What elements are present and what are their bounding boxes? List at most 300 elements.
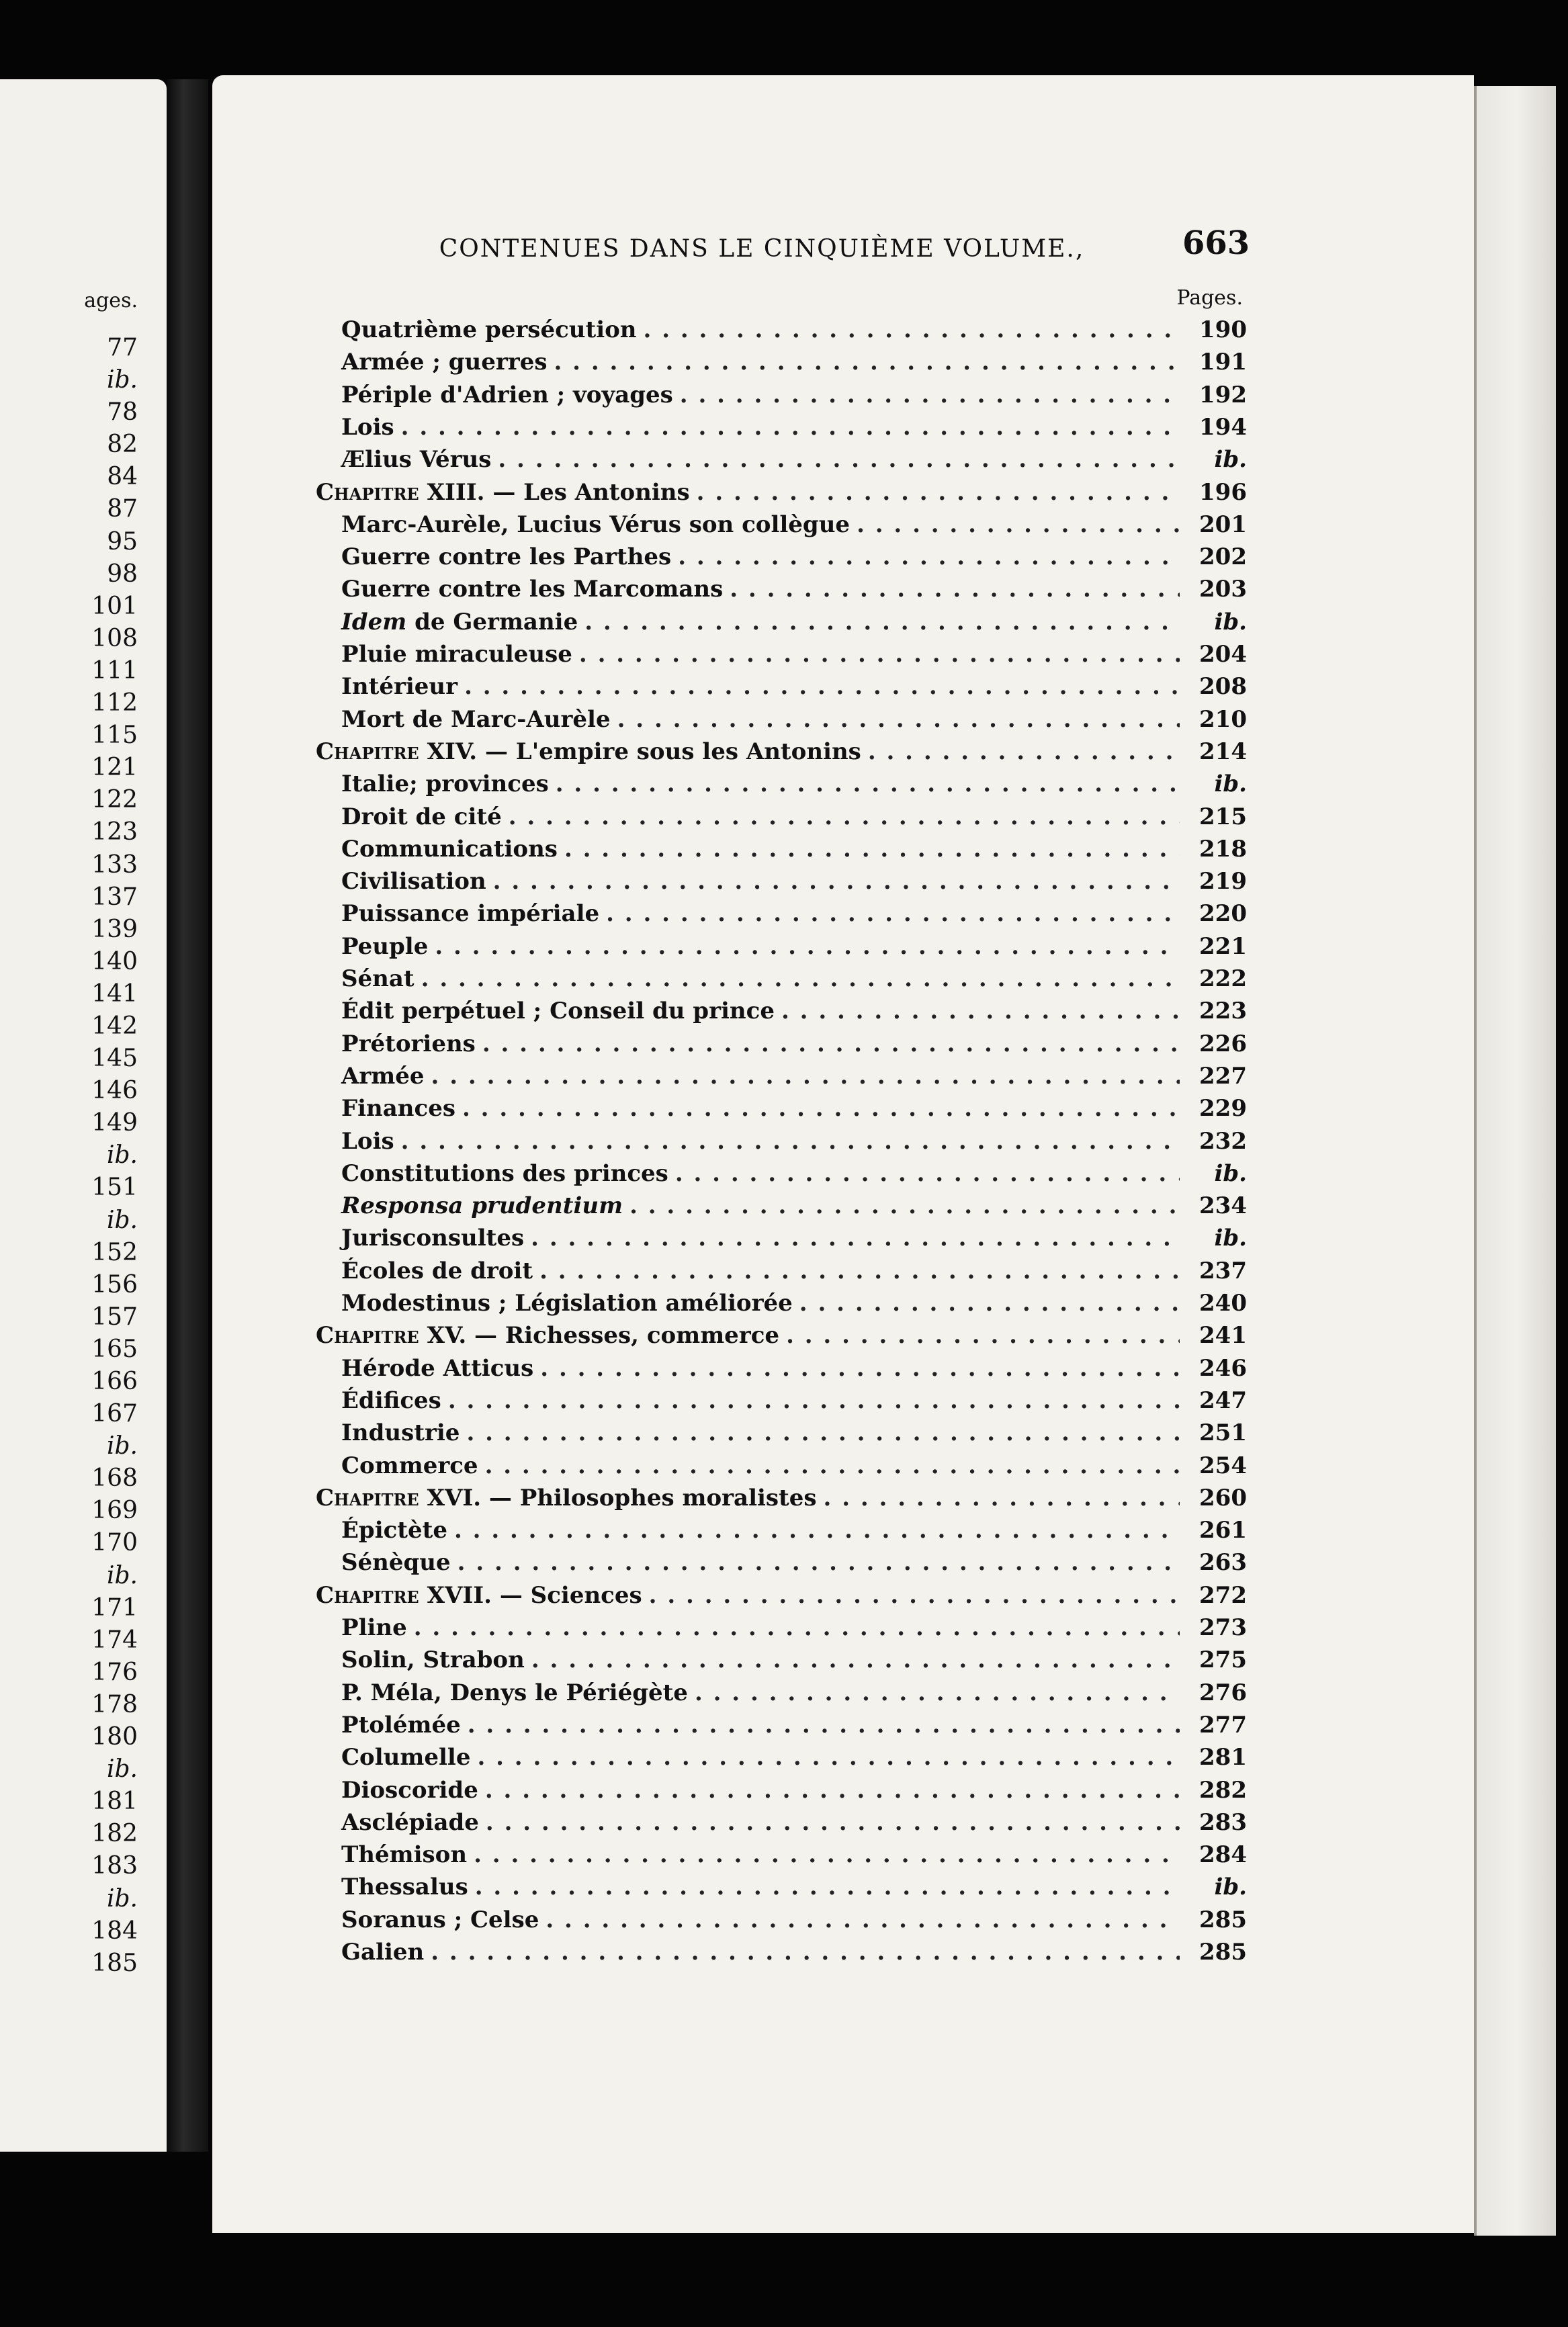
toc-page-number: 219 (1199, 868, 1247, 895)
dot-leader (435, 930, 1180, 963)
toc-chapter-row (316, 1579, 1247, 1612)
dot-leader (485, 1450, 1180, 1482)
dot-leader (579, 638, 1180, 670)
left-page-number: 95 (107, 527, 138, 556)
left-page-number: 108 (91, 624, 138, 652)
left-page-number: 146 (91, 1077, 138, 1105)
running-head: CONTENUES DANS LE CINQUIÈME VOLUME., (439, 235, 1085, 263)
toc-entry-label (341, 606, 578, 638)
dot-leader (477, 1741, 1180, 1773)
entry-text: Columelle (341, 1744, 471, 1771)
left-page-number: 141 (91, 979, 138, 1008)
toc-entry-label (341, 573, 723, 605)
entry-text: Thessalus (341, 1874, 468, 1901)
toc-page-number: 223 (1199, 998, 1247, 1025)
italic-term: Responsa prudentium (341, 1192, 623, 1220)
dot-leader (799, 1287, 1180, 1319)
left-page-number: 156 (91, 1270, 138, 1299)
entry-text: Ptolémée (341, 1711, 461, 1739)
toc-entry-label (341, 930, 428, 963)
toc-row (341, 314, 1247, 346)
dot-leader (644, 314, 1180, 346)
left-page-number: ib. (106, 366, 138, 394)
left-page-number: 121 (91, 754, 138, 782)
toc-entry-label (341, 1514, 447, 1546)
toc-entry-label (341, 963, 415, 995)
left-page-number: 84 (107, 463, 138, 491)
toc-entry-label (316, 736, 861, 768)
left-page-number: 167 (91, 1400, 138, 1428)
entry-text: Ælius Vérus (341, 446, 492, 474)
toc-chapter-row (316, 476, 1247, 509)
toc-page-number: 190 (1199, 316, 1247, 343)
toc-entry-label (341, 1060, 425, 1092)
left-page-number: 181 (91, 1788, 138, 1816)
toc-page-number: 229 (1199, 1095, 1247, 1123)
left-page-number: 165 (91, 1335, 138, 1363)
toc-page-number: 285 (1199, 1906, 1247, 1933)
left-page-number: 112 (91, 689, 138, 717)
dot-leader (462, 1092, 1180, 1125)
toc-row (341, 1222, 1247, 1254)
entry-text: Soranus ; Celse (341, 1906, 539, 1933)
entry-text: Droit de cité (341, 803, 502, 830)
toc-page-number: ib. (1214, 1874, 1247, 1901)
toc-row (341, 379, 1247, 411)
toc-row (341, 1028, 1247, 1060)
left-page-number: 171 (91, 1593, 138, 1622)
toc-entry-label (341, 1871, 468, 1903)
entry-text: Intérieur (341, 673, 458, 701)
entry-text: Italie; provinces (341, 771, 549, 798)
entry-text: Épictète (341, 1517, 447, 1544)
toc-page-number: ib. (1214, 446, 1247, 474)
left-page-number: 140 (91, 947, 138, 975)
toc-page-number: ib. (1214, 1159, 1247, 1187)
toc-page-number: ib. (1214, 608, 1247, 635)
entry-text: Guerre contre les Marcomans (341, 576, 724, 603)
dot-leader (468, 1709, 1180, 1741)
toc-page-number: ib. (1214, 771, 1247, 798)
entry-text: Commerce (341, 1452, 478, 1479)
toc-entry-label (341, 1839, 467, 1871)
chapter-heading: Chapitre XVII. (316, 1581, 492, 1609)
left-page-number: 101 (91, 592, 138, 620)
toc-row (341, 1546, 1247, 1579)
toc-entry-label (341, 1774, 478, 1806)
dot-leader (414, 1612, 1180, 1644)
toc-page-number: 240 (1199, 1290, 1247, 1317)
toc-row (341, 1871, 1247, 1903)
toc-entry-label (341, 1417, 460, 1449)
entry-text: Édifices (341, 1387, 441, 1414)
toc-row (341, 1190, 1247, 1222)
entry-text: Civilisation (341, 868, 486, 895)
dot-leader (697, 476, 1180, 509)
dot-leader (475, 1871, 1180, 1903)
left-page-number: 111 (91, 656, 138, 685)
toc-entry-label (341, 1677, 688, 1709)
entry-text: Pline (341, 1614, 407, 1641)
toc-row (341, 1644, 1247, 1676)
left-page-number: 142 (91, 1012, 138, 1040)
toc-row (341, 411, 1247, 443)
left-page-number: 123 (91, 818, 138, 846)
toc-row (341, 606, 1247, 638)
toc-row (341, 1385, 1247, 1417)
entry-text: Constitutions des princes (341, 1159, 668, 1187)
toc-entry-label (341, 443, 491, 476)
toc-row (341, 1157, 1247, 1190)
toc-entry-label (341, 768, 549, 800)
dot-leader (474, 1839, 1180, 1871)
toc-entry-label (341, 509, 850, 541)
toc-row (341, 1839, 1247, 1871)
left-page-number: 77 (107, 334, 138, 361)
toc-row (341, 346, 1247, 378)
left-page-number-column (0, 332, 138, 1980)
toc-row (341, 573, 1247, 605)
toc-entry-label (341, 703, 611, 736)
toc-row (341, 703, 1247, 736)
entry-text: Industrie (341, 1419, 460, 1447)
dot-leader (675, 1157, 1180, 1190)
toc-entry-label (341, 1222, 524, 1254)
dot-leader (466, 1417, 1180, 1449)
toc-page-number: 283 (1199, 1808, 1247, 1836)
entry-text: Écoles de droit (341, 1257, 533, 1284)
toc-entry-label (341, 1125, 394, 1157)
entry-text: Modestinus ; Législation améliorée (341, 1290, 793, 1317)
toc-entry-label (341, 411, 394, 443)
left-page-number: ib. (106, 1884, 138, 1913)
dot-leader (498, 443, 1180, 476)
toc-row (341, 1255, 1247, 1287)
toc-entry-label (341, 1741, 470, 1773)
dot-leader (464, 670, 1180, 703)
left-page-number: 149 (91, 1109, 138, 1137)
dot-leader (617, 703, 1180, 736)
dot-leader (554, 346, 1180, 378)
toc-entry-label (316, 1319, 779, 1352)
toc-entry-label (341, 346, 547, 378)
toc-page-number: 201 (1199, 511, 1247, 538)
toc-row (341, 443, 1247, 476)
entry-text: Hérode Atticus (341, 1354, 534, 1382)
dot-leader (493, 865, 1180, 897)
left-page-number: 185 (91, 1949, 138, 1977)
left-page-number: 184 (91, 1917, 138, 1945)
toc-page-number: 284 (1199, 1841, 1247, 1869)
toc-page-number: 272 (1199, 1581, 1247, 1609)
dot-leader (678, 541, 1180, 573)
toc-row (341, 801, 1247, 833)
left-page-pages-label: ages. (84, 289, 138, 312)
toc-page-number: 208 (1199, 673, 1247, 701)
toc-row (341, 1352, 1247, 1385)
toc-chapter-row (316, 736, 1247, 768)
page-edge (1474, 86, 1556, 2236)
toc-row (341, 865, 1247, 897)
entry-text: Mort de Marc-Aurèle (341, 705, 611, 733)
toc-row (341, 638, 1247, 670)
toc-entry-label (341, 1709, 461, 1741)
dot-leader (546, 1904, 1180, 1936)
toc-row (341, 1450, 1247, 1482)
dot-leader (531, 1222, 1180, 1254)
toc-row (341, 833, 1247, 865)
toc-page-number: 214 (1199, 738, 1247, 765)
entry-text: Sénèque (341, 1549, 451, 1577)
dot-leader (629, 1190, 1180, 1222)
toc-page-number: 226 (1199, 1030, 1247, 1057)
toc-row (341, 897, 1247, 930)
toc-page-number: 246 (1199, 1354, 1247, 1382)
toc-row (341, 541, 1247, 573)
toc-page-number: 220 (1199, 900, 1247, 928)
toc-row (341, 1092, 1247, 1125)
toc-entry-label (341, 1546, 451, 1579)
entry-text: Finances (341, 1095, 455, 1123)
entry-text: Quatrième persécution (341, 316, 637, 343)
entry-text: — Les Antonins (484, 478, 690, 506)
toc-row (341, 1125, 1247, 1157)
left-page-number: 157 (91, 1303, 138, 1331)
dot-leader (824, 1482, 1180, 1514)
toc-row (341, 1806, 1247, 1839)
toc-entry-label (341, 1806, 479, 1839)
toc-row (341, 963, 1247, 995)
toc-entry-label (341, 995, 775, 1027)
toc-page-number: 247 (1199, 1387, 1247, 1414)
dot-leader (458, 1546, 1180, 1579)
dot-leader (540, 1352, 1180, 1385)
entry-text: Marc-Aurèle, Lucius Vérus son collègue (341, 511, 851, 538)
entry-text: Puissance impériale (341, 900, 600, 928)
toc-entry-label (341, 1644, 525, 1676)
entry-text: Périple d'Adrien ; voyages (341, 381, 673, 408)
left-page-number: 115 (91, 721, 138, 750)
toc-entry-label (341, 833, 558, 865)
toc-page-number: 218 (1199, 835, 1247, 863)
left-page-number: 145 (91, 1045, 138, 1073)
toc-row (341, 1741, 1247, 1773)
left-page-number: 98 (107, 560, 138, 588)
entry-text: Galien (341, 1939, 425, 1966)
entry-text: Peuple (341, 932, 429, 960)
toc-page-number: 254 (1199, 1452, 1247, 1479)
toc-row (341, 1612, 1247, 1644)
chapter-heading: Chapitre XV. (316, 1322, 467, 1350)
toc-page-number: 194 (1199, 413, 1247, 441)
dot-leader (781, 995, 1180, 1027)
dot-leader (564, 833, 1180, 865)
entry-text: Communications (341, 835, 558, 863)
toc-entry-label (341, 670, 458, 703)
toc-entry-label (341, 638, 572, 670)
toc-entry-label (341, 865, 486, 897)
left-page-number: 170 (91, 1529, 138, 1557)
toc-page-number: 221 (1199, 932, 1247, 960)
dot-leader (695, 1677, 1180, 1709)
toc-entry-label (341, 1287, 793, 1319)
entry-text: — L'empire sous les Antonins (477, 738, 861, 765)
toc-page-number: 202 (1199, 543, 1247, 571)
left-page-number: 169 (91, 1497, 138, 1525)
entry-text: Lois (341, 1127, 394, 1155)
left-page-number: 122 (91, 786, 138, 814)
left-page-number: ib. (106, 1141, 138, 1170)
dot-leader (649, 1579, 1180, 1612)
toc-row (341, 1417, 1247, 1449)
left-page-number: 151 (91, 1174, 138, 1202)
italic-term: Idem (341, 608, 407, 635)
book-binding (167, 79, 208, 2152)
dot-leader (485, 1774, 1180, 1806)
entry-text: Armée (341, 1062, 425, 1090)
left-page-number: 152 (91, 1238, 138, 1266)
left-page-number: 178 (91, 1690, 138, 1718)
toc-page-number: 281 (1199, 1744, 1247, 1771)
toc-row (341, 1514, 1247, 1546)
left-page-number: 166 (91, 1368, 138, 1395)
toc-row (341, 670, 1247, 703)
toc-row (341, 768, 1247, 800)
toc-entry-label (316, 476, 690, 509)
left-page-number: 137 (91, 883, 138, 911)
toc-entry-label (341, 897, 599, 930)
dot-leader (509, 801, 1180, 833)
entry-text: Guerre contre les Parthes (341, 543, 672, 571)
chapter-heading: Chapitre XVI. (316, 1484, 482, 1511)
toc-page-number: 241 (1199, 1322, 1247, 1350)
dot-leader (786, 1319, 1180, 1352)
toc-entry-label (341, 1612, 407, 1644)
dot-leader (680, 379, 1180, 411)
toc-entry-label (341, 314, 637, 346)
toc-row (341, 1287, 1247, 1319)
dot-leader (539, 1255, 1180, 1287)
left-page-number: ib. (106, 1206, 138, 1234)
toc-row (341, 930, 1247, 963)
left-page-number: 168 (91, 1464, 138, 1493)
toc-entry-label (341, 1904, 539, 1936)
entry-text: Pluie miraculeuse (341, 641, 572, 668)
toc-page-number: 282 (1199, 1776, 1247, 1804)
toc-row (341, 995, 1247, 1027)
toc-page-number: 222 (1199, 965, 1247, 992)
toc-row (341, 1936, 1247, 1968)
toc-page-number: 277 (1199, 1711, 1247, 1739)
entry-text: Armée ; guerres (341, 349, 548, 376)
left-page-number: 180 (91, 1723, 138, 1751)
entry-text: Édit perpétuel ; Conseil du prince (341, 998, 775, 1025)
left-page-number: 133 (91, 850, 138, 879)
toc-page-number: 192 (1199, 381, 1247, 408)
toc-entry-label (341, 1385, 441, 1417)
toc-page-number: 203 (1199, 576, 1247, 603)
toc-row (341, 1709, 1247, 1741)
entry-text: Dioscoride (341, 1776, 478, 1804)
dot-leader (401, 411, 1180, 443)
toc-entry-label (341, 801, 502, 833)
left-page-number: 139 (91, 915, 138, 943)
chapter-heading: Chapitre XIV. (316, 738, 478, 765)
toc-page-number: 196 (1199, 478, 1247, 506)
dot-leader (421, 963, 1180, 995)
toc-page-number: 251 (1199, 1419, 1247, 1447)
toc-entry-label (316, 1579, 642, 1612)
toc-chapter-row (316, 1319, 1247, 1352)
toc-page-number: 191 (1199, 349, 1247, 376)
dot-leader (431, 1936, 1180, 1968)
toc-page-number: 285 (1199, 1939, 1247, 1966)
left-page-number: 82 (107, 431, 138, 459)
dot-leader (868, 736, 1180, 768)
toc-page-number: 234 (1199, 1192, 1247, 1220)
toc-page-number: 232 (1199, 1127, 1247, 1155)
toc-entry-label (341, 1450, 478, 1482)
toc-entry-label (316, 1482, 817, 1514)
left-page-number: 174 (91, 1626, 138, 1654)
toc-page-number: 204 (1199, 641, 1247, 668)
toc-row (341, 509, 1247, 541)
toc-page-number: ib. (1214, 1225, 1247, 1252)
toc-page-number: 260 (1199, 1484, 1247, 1511)
toc-entry-label (341, 1936, 424, 1968)
entry-text: — Philosophes moralistes (481, 1484, 817, 1511)
left-page-number: 182 (91, 1820, 138, 1848)
entry-text: — Richesses, commerce (466, 1322, 780, 1350)
toc-page-number: 275 (1199, 1647, 1247, 1674)
left-page-number: 87 (107, 495, 138, 523)
toc-entry-label (341, 1092, 455, 1125)
left-page-number: ib. (106, 1432, 138, 1460)
dot-leader (606, 897, 1180, 930)
toc-entry-label (341, 1255, 533, 1287)
dot-leader (448, 1385, 1180, 1417)
toc-page-number: 215 (1199, 803, 1247, 830)
entry-text: Sénat (341, 965, 415, 992)
entry-text: Lois (341, 413, 394, 441)
dot-leader (556, 768, 1180, 800)
toc-row (341, 1677, 1247, 1709)
left-page-number: 183 (91, 1852, 138, 1880)
dot-leader (482, 1028, 1180, 1060)
entry-text: Asclépiade (341, 1808, 479, 1836)
entry-text: Jurisconsultes (341, 1225, 525, 1252)
toc-entry-label (341, 379, 673, 411)
toc-page-number: 261 (1199, 1517, 1247, 1544)
toc-page-number: 276 (1199, 1679, 1247, 1706)
toc-row (341, 1060, 1247, 1092)
left-page (0, 79, 167, 2152)
dot-leader (730, 573, 1180, 605)
toc-page-number: 237 (1199, 1257, 1247, 1284)
page-number: 663 (1182, 224, 1250, 262)
toc-entry-label (341, 541, 671, 573)
toc-page-number: 210 (1199, 705, 1247, 733)
left-page-number: 176 (91, 1658, 138, 1686)
left-page-number: ib. (106, 1755, 138, 1784)
dot-leader (584, 606, 1180, 638)
toc-entry-label (341, 1028, 476, 1060)
dot-leader (857, 509, 1180, 541)
dot-leader (531, 1644, 1180, 1676)
toc-entry-label (341, 1157, 668, 1190)
chapter-heading: Chapitre XIII. (316, 478, 485, 506)
toc-chapter-row (316, 1482, 1247, 1514)
